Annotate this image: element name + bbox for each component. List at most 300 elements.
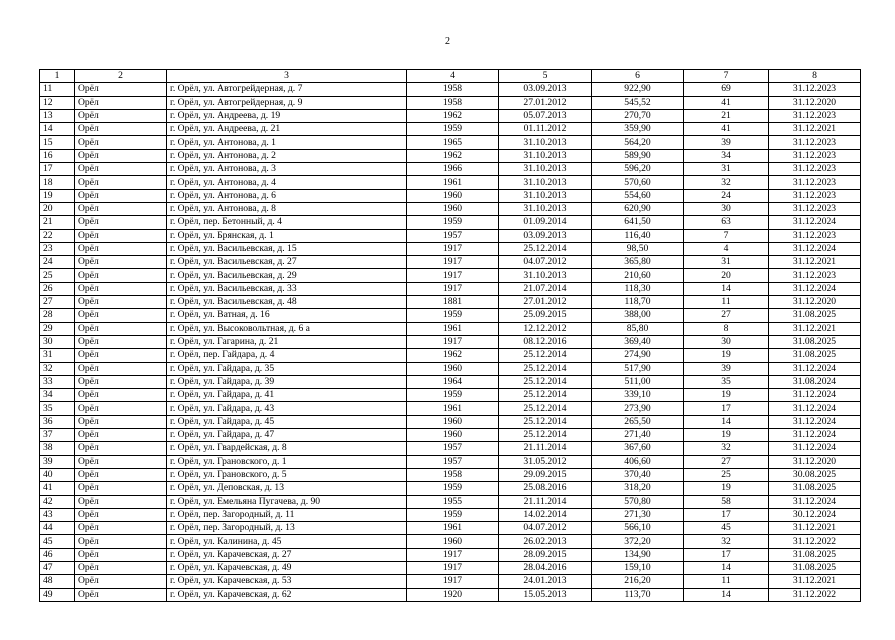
count-cell: 24 <box>684 189 769 202</box>
deadline-cell: 31.12.2021 <box>769 256 861 269</box>
row-index-cell: 15 <box>40 136 75 149</box>
count-cell: 14 <box>684 282 769 295</box>
row-index-cell: 32 <box>40 362 75 375</box>
count-cell: 31 <box>684 163 769 176</box>
count-cell: 19 <box>684 482 769 495</box>
date-cell: 25.08.2016 <box>499 482 592 495</box>
count-cell: 21 <box>684 109 769 122</box>
year-cell: 1917 <box>407 242 499 255</box>
year-cell: 1917 <box>407 548 499 561</box>
address-cell: г. Орёл, ул. Васильевская, д. 48 <box>167 296 407 309</box>
count-cell: 11 <box>684 296 769 309</box>
year-cell: 1957 <box>407 229 499 242</box>
date-cell: 04.07.2012 <box>499 522 592 535</box>
table-row <box>40 362 861 375</box>
area-cell: 641,50 <box>592 216 684 229</box>
row-index-cell: 26 <box>40 282 75 295</box>
year-cell: 1920 <box>407 588 499 601</box>
area-cell: 517,90 <box>592 362 684 375</box>
area-cell: 270,70 <box>592 109 684 122</box>
year-cell: 1957 <box>407 455 499 468</box>
year-cell: 1959 <box>407 508 499 521</box>
address-cell: г. Орёл, ул. Васильевская, д. 27 <box>167 256 407 269</box>
year-cell: 1958 <box>407 83 499 96</box>
date-cell: 03.09.2013 <box>499 229 592 242</box>
deadline-cell: 31.12.2024 <box>769 282 861 295</box>
year-cell: 1961 <box>407 176 499 189</box>
table-row <box>40 176 861 189</box>
address-cell: г. Орёл, ул. Гагарина, д. 21 <box>167 335 407 348</box>
row-index-cell: 17 <box>40 163 75 176</box>
row-index-cell: 42 <box>40 495 75 508</box>
year-cell: 1960 <box>407 429 499 442</box>
city-cell: Орёл <box>75 495 167 508</box>
row-index-cell: 13 <box>40 109 75 122</box>
address-cell: г. Орёл, ул. Андреева, д. 19 <box>167 109 407 122</box>
area-cell: 216,20 <box>592 575 684 588</box>
count-cell: 25 <box>684 468 769 481</box>
row-index-cell: 46 <box>40 548 75 561</box>
address-cell: г. Орёл, ул. Васильевская, д. 33 <box>167 282 407 295</box>
address-cell: г. Орёл, ул. Карачевская, д. 62 <box>167 588 407 601</box>
address-cell: г. Орёл, ул. Антонова, д. 2 <box>167 149 407 162</box>
date-cell: 25.12.2014 <box>499 362 592 375</box>
table-row <box>40 242 861 255</box>
deadline-cell: 31.12.2024 <box>769 216 861 229</box>
count-cell: 31 <box>684 256 769 269</box>
row-index-cell: 24 <box>40 256 75 269</box>
year-cell: 1959 <box>407 389 499 402</box>
address-cell: г. Орёл, пер. Бетонный, д. 4 <box>167 216 407 229</box>
date-cell: 26.02.2013 <box>499 535 592 548</box>
address-cell: г. Орёл, ул. Гайдара, д. 45 <box>167 415 407 428</box>
deadline-cell: 30.12.2024 <box>769 508 861 521</box>
year-cell: 1957 <box>407 442 499 455</box>
deadline-cell: 31.12.2024 <box>769 415 861 428</box>
date-cell: 25.12.2014 <box>499 429 592 442</box>
year-cell: 1959 <box>407 123 499 136</box>
page-number: 2 <box>445 36 450 47</box>
year-cell: 1962 <box>407 109 499 122</box>
date-cell: 24.01.2013 <box>499 575 592 588</box>
city-cell: Орёл <box>75 123 167 136</box>
address-cell: г. Орёл, ул. Деповская, д. 13 <box>167 482 407 495</box>
deadline-cell: 31.12.2023 <box>769 136 861 149</box>
count-cell: 30 <box>684 202 769 215</box>
deadline-cell: 31.12.2022 <box>769 535 861 548</box>
table-row <box>40 561 861 574</box>
city-cell: Орёл <box>75 548 167 561</box>
city-cell: Орёл <box>75 149 167 162</box>
table-row <box>40 189 861 202</box>
area-cell: 570,80 <box>592 495 684 508</box>
column-header-count: 7 <box>684 70 769 83</box>
count-cell: 39 <box>684 136 769 149</box>
date-cell: 25.12.2014 <box>499 242 592 255</box>
row-index-cell: 44 <box>40 522 75 535</box>
address-cell: г. Орёл, ул. Гайдара, д. 47 <box>167 429 407 442</box>
date-cell: 31.10.2013 <box>499 136 592 149</box>
city-cell: Орёл <box>75 189 167 202</box>
column-header-year: 4 <box>407 70 499 83</box>
count-cell: 7 <box>684 229 769 242</box>
city-cell: Орёл <box>75 163 167 176</box>
row-index-cell: 35 <box>40 402 75 415</box>
area-cell: 564,20 <box>592 136 684 149</box>
count-cell: 27 <box>684 309 769 322</box>
deadline-cell: 31.12.2023 <box>769 109 861 122</box>
area-cell: 159,10 <box>592 561 684 574</box>
city-cell: Орёл <box>75 176 167 189</box>
address-cell: г. Орёл, ул. Гвардейская, д. 8 <box>167 442 407 455</box>
date-cell: 14.02.2014 <box>499 508 592 521</box>
address-cell: г. Орёл, ул. Брянская, д. 1 <box>167 229 407 242</box>
table-row <box>40 269 861 282</box>
row-index-cell: 36 <box>40 415 75 428</box>
date-cell: 31.10.2013 <box>499 189 592 202</box>
date-cell: 31.10.2013 <box>499 269 592 282</box>
deadline-cell: 31.12.2020 <box>769 455 861 468</box>
year-cell: 1961 <box>407 522 499 535</box>
area-cell: 85,80 <box>592 322 684 335</box>
date-cell: 25.12.2014 <box>499 402 592 415</box>
area-cell: 369,40 <box>592 335 684 348</box>
address-cell: г. Орёл, ул. Ватная, д. 16 <box>167 309 407 322</box>
date-cell: 28.04.2016 <box>499 561 592 574</box>
city-cell: Орёл <box>75 96 167 109</box>
table-row <box>40 535 861 548</box>
area-cell: 339,10 <box>592 389 684 402</box>
city-cell: Орёл <box>75 415 167 428</box>
address-cell: г. Орёл, ул. Карачевская, д. 49 <box>167 561 407 574</box>
date-cell: 25.09.2015 <box>499 309 592 322</box>
city-cell: Орёл <box>75 561 167 574</box>
city-cell: Орёл <box>75 282 167 295</box>
date-cell: 15.05.2013 <box>499 588 592 601</box>
row-index-cell: 40 <box>40 468 75 481</box>
row-index-cell: 22 <box>40 229 75 242</box>
table-row <box>40 335 861 348</box>
address-cell: г. Орёл, ул. Высоковольтная, д. 6 а <box>167 322 407 335</box>
city-cell: Орёл <box>75 535 167 548</box>
city-cell: Орёл <box>75 109 167 122</box>
table-row <box>40 349 861 362</box>
year-cell: 1917 <box>407 256 499 269</box>
table-row <box>40 415 861 428</box>
year-cell: 1955 <box>407 495 499 508</box>
table-row <box>40 109 861 122</box>
area-cell: 566,10 <box>592 522 684 535</box>
row-index-cell: 12 <box>40 96 75 109</box>
count-cell: 17 <box>684 548 769 561</box>
deadline-cell: 31.12.2021 <box>769 322 861 335</box>
address-cell: г. Орёл, ул. Васильевская, д. 29 <box>167 269 407 282</box>
table-row <box>40 402 861 415</box>
area-cell: 367,60 <box>592 442 684 455</box>
area-cell: 134,90 <box>592 548 684 561</box>
date-cell: 28.09.2015 <box>499 548 592 561</box>
year-cell: 1917 <box>407 282 499 295</box>
deadline-cell: 31.12.2023 <box>769 202 861 215</box>
table-row <box>40 136 861 149</box>
year-cell: 1959 <box>407 216 499 229</box>
year-cell: 1917 <box>407 561 499 574</box>
row-index-cell: 47 <box>40 561 75 574</box>
address-cell: г. Орёл, ул. Грановского, д. 5 <box>167 468 407 481</box>
table-row <box>40 389 861 402</box>
deadline-cell: 31.12.2024 <box>769 429 861 442</box>
table-row <box>40 455 861 468</box>
count-cell: 14 <box>684 415 769 428</box>
city-cell: Орёл <box>75 256 167 269</box>
date-cell: 31.10.2013 <box>499 163 592 176</box>
count-cell: 35 <box>684 375 769 388</box>
deadline-cell: 31.12.2023 <box>769 176 861 189</box>
column-header-date: 5 <box>499 70 592 83</box>
deadline-cell: 31.08.2025 <box>769 349 861 362</box>
city-cell: Орёл <box>75 136 167 149</box>
date-cell: 27.01.2012 <box>499 296 592 309</box>
count-cell: 17 <box>684 402 769 415</box>
table-row <box>40 322 861 335</box>
area-cell: 370,40 <box>592 468 684 481</box>
row-index-cell: 30 <box>40 335 75 348</box>
city-cell: Орёл <box>75 309 167 322</box>
column-header-area: 6 <box>592 70 684 83</box>
city-cell: Орёл <box>75 296 167 309</box>
year-cell: 1960 <box>407 415 499 428</box>
count-cell: 19 <box>684 429 769 442</box>
row-index-cell: 37 <box>40 429 75 442</box>
date-cell: 25.12.2014 <box>499 415 592 428</box>
city-cell: Орёл <box>75 588 167 601</box>
city-cell: Орёл <box>75 522 167 535</box>
address-cell: г. Орёл, ул. Васильевская, д. 15 <box>167 242 407 255</box>
address-cell: г. Орёл, пер. Загородный, д. 11 <box>167 508 407 521</box>
deadline-cell: 31.08.2025 <box>769 335 861 348</box>
table-body <box>40 83 861 602</box>
address-cell: г. Орёл, ул. Карачевская, д. 53 <box>167 575 407 588</box>
date-cell: 31.10.2013 <box>499 202 592 215</box>
area-cell: 365,80 <box>592 256 684 269</box>
city-cell: Орёл <box>75 202 167 215</box>
date-cell: 25.12.2014 <box>499 375 592 388</box>
date-cell: 05.07.2013 <box>499 109 592 122</box>
area-cell: 359,90 <box>592 123 684 136</box>
count-cell: 63 <box>684 216 769 229</box>
deadline-cell: 31.08.2025 <box>769 309 861 322</box>
deadline-cell: 31.12.2024 <box>769 442 861 455</box>
area-cell: 271,30 <box>592 508 684 521</box>
address-cell: г. Орёл, ул. Гайдара, д. 39 <box>167 375 407 388</box>
city-cell: Орёл <box>75 242 167 255</box>
count-cell: 45 <box>684 522 769 535</box>
area-cell: 570,60 <box>592 176 684 189</box>
row-index-cell: 38 <box>40 442 75 455</box>
deadline-cell: 31.12.2023 <box>769 149 861 162</box>
city-cell: Орёл <box>75 389 167 402</box>
table-row <box>40 83 861 96</box>
count-cell: 4 <box>684 242 769 255</box>
count-cell: 17 <box>684 508 769 521</box>
count-cell: 14 <box>684 588 769 601</box>
deadline-cell: 31.08.2025 <box>769 482 861 495</box>
year-cell: 1960 <box>407 362 499 375</box>
year-cell: 1961 <box>407 402 499 415</box>
table-row <box>40 429 861 442</box>
area-cell: 406,60 <box>592 455 684 468</box>
area-cell: 118,70 <box>592 296 684 309</box>
row-index-cell: 20 <box>40 202 75 215</box>
count-cell: 39 <box>684 362 769 375</box>
date-cell: 31.05.2012 <box>499 455 592 468</box>
date-cell: 21.07.2014 <box>499 282 592 295</box>
table-row <box>40 442 861 455</box>
table-row <box>40 575 861 588</box>
row-index-cell: 39 <box>40 455 75 468</box>
date-cell: 01.11.2012 <box>499 123 592 136</box>
area-cell: 589,90 <box>592 149 684 162</box>
address-cell: г. Орёл, ул. Андреева, д. 21 <box>167 123 407 136</box>
year-cell: 1966 <box>407 163 499 176</box>
address-cell: г. Орёл, ул. Гайдара, д. 43 <box>167 402 407 415</box>
area-cell: 273,90 <box>592 402 684 415</box>
table-row <box>40 163 861 176</box>
year-cell: 1959 <box>407 309 499 322</box>
table-row <box>40 123 861 136</box>
city-cell: Орёл <box>75 575 167 588</box>
area-cell: 113,70 <box>592 588 684 601</box>
table-row <box>40 229 861 242</box>
table-row <box>40 482 861 495</box>
address-cell: г. Орёл, ул. Антонова, д. 3 <box>167 163 407 176</box>
year-cell: 1958 <box>407 96 499 109</box>
deadline-cell: 31.12.2022 <box>769 588 861 601</box>
year-cell: 1960 <box>407 189 499 202</box>
count-cell: 30 <box>684 335 769 348</box>
city-cell: Орёл <box>75 362 167 375</box>
area-cell: 511,00 <box>592 375 684 388</box>
count-cell: 11 <box>684 575 769 588</box>
deadline-cell: 31.12.2023 <box>769 189 861 202</box>
city-cell: Орёл <box>75 375 167 388</box>
row-index-cell: 33 <box>40 375 75 388</box>
city-cell: Орёл <box>75 508 167 521</box>
row-index-cell: 18 <box>40 176 75 189</box>
table-row <box>40 468 861 481</box>
count-cell: 27 <box>684 455 769 468</box>
count-cell: 34 <box>684 149 769 162</box>
date-cell: 29.09.2015 <box>499 468 592 481</box>
table-row <box>40 216 861 229</box>
count-cell: 19 <box>684 349 769 362</box>
date-cell: 25.12.2014 <box>499 389 592 402</box>
count-cell: 41 <box>684 123 769 136</box>
area-cell: 922,90 <box>592 83 684 96</box>
table-row <box>40 256 861 269</box>
column-header-address: 3 <box>167 70 407 83</box>
deadline-cell: 30.08.2025 <box>769 468 861 481</box>
column-header-index: 1 <box>40 70 75 83</box>
year-cell: 1917 <box>407 269 499 282</box>
row-index-cell: 45 <box>40 535 75 548</box>
count-cell: 69 <box>684 83 769 96</box>
row-index-cell: 14 <box>40 123 75 136</box>
date-cell: 03.09.2013 <box>499 83 592 96</box>
row-index-cell: 27 <box>40 296 75 309</box>
housing-register-table <box>39 69 861 602</box>
area-cell: 554,60 <box>592 189 684 202</box>
deadline-cell: 31.12.2023 <box>769 83 861 96</box>
area-cell: 274,90 <box>592 349 684 362</box>
city-cell: Орёл <box>75 442 167 455</box>
year-cell: 1962 <box>407 149 499 162</box>
year-cell: 1965 <box>407 136 499 149</box>
count-cell: 32 <box>684 442 769 455</box>
row-index-cell: 31 <box>40 349 75 362</box>
address-cell: г. Орёл, ул. Антонова, д. 6 <box>167 189 407 202</box>
deadline-cell: 31.12.2023 <box>769 269 861 282</box>
row-index-cell: 21 <box>40 216 75 229</box>
count-cell: 14 <box>684 561 769 574</box>
deadline-cell: 31.12.2024 <box>769 362 861 375</box>
area-cell: 545,52 <box>592 96 684 109</box>
count-cell: 58 <box>684 495 769 508</box>
column-header-city: 2 <box>75 70 167 83</box>
year-cell: 1958 <box>407 468 499 481</box>
table-row <box>40 309 861 322</box>
area-cell: 372,20 <box>592 535 684 548</box>
row-index-cell: 29 <box>40 322 75 335</box>
date-cell: 21.11.2014 <box>499 495 592 508</box>
address-cell: г. Орёл, ул. Антонова, д. 1 <box>167 136 407 149</box>
table-row <box>40 548 861 561</box>
date-cell: 08.12.2016 <box>499 335 592 348</box>
date-cell: 12.12.2012 <box>499 322 592 335</box>
table-row <box>40 495 861 508</box>
table-header-row <box>40 70 861 83</box>
deadline-cell: 31.08.2025 <box>769 561 861 574</box>
address-cell: г. Орёл, ул. Емельяна Пугачева, д. 90 <box>167 495 407 508</box>
area-cell: 271,40 <box>592 429 684 442</box>
area-cell: 620,90 <box>592 202 684 215</box>
row-index-cell: 16 <box>40 149 75 162</box>
deadline-cell: 31.12.2023 <box>769 163 861 176</box>
table-row <box>40 522 861 535</box>
year-cell: 1960 <box>407 535 499 548</box>
row-index-cell: 11 <box>40 83 75 96</box>
area-cell: 265,50 <box>592 415 684 428</box>
city-cell: Орёл <box>75 402 167 415</box>
city-cell: Орёл <box>75 269 167 282</box>
year-cell: 1961 <box>407 322 499 335</box>
area-cell: 388,00 <box>592 309 684 322</box>
deadline-cell: 31.12.2024 <box>769 495 861 508</box>
row-index-cell: 48 <box>40 575 75 588</box>
address-cell: г. Орёл, ул. Калинина, д. 45 <box>167 535 407 548</box>
table-row <box>40 149 861 162</box>
deadline-cell: 31.12.2020 <box>769 96 861 109</box>
area-cell: 116,40 <box>592 229 684 242</box>
area-cell: 596,20 <box>592 163 684 176</box>
year-cell: 1964 <box>407 375 499 388</box>
address-cell: г. Орёл, ул. Антонова, д. 4 <box>167 176 407 189</box>
deadline-cell: 31.12.2024 <box>769 242 861 255</box>
row-index-cell: 28 <box>40 309 75 322</box>
year-cell: 1917 <box>407 335 499 348</box>
count-cell: 20 <box>684 269 769 282</box>
row-index-cell: 23 <box>40 242 75 255</box>
